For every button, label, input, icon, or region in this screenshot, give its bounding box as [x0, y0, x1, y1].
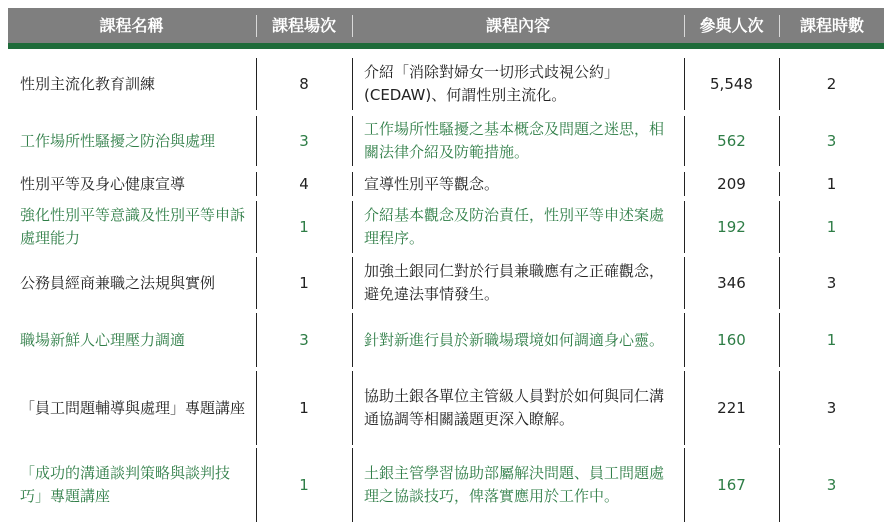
- cell-sessions: [256, 116, 352, 166]
- column-divider: [256, 371, 257, 445]
- cell-course-name-text: 「員工問題輔導與處理」專題講座: [20, 398, 246, 417]
- column-divider: [352, 313, 353, 367]
- column-divider: [352, 371, 353, 445]
- cell-content-text: 協助土銀各單位主管級人員對於如何與同仁溝通協調等相關議題更深入瞭解。: [364, 387, 665, 428]
- cell-participants: [684, 116, 779, 166]
- cell-participants-text: 562: [717, 131, 746, 150]
- cell-course-name: [8, 257, 255, 309]
- cell-content-text: 針對新進行員於新職場環境如何調適身心靈。: [364, 330, 665, 349]
- cell-course-name: [8, 448, 255, 522]
- cell-participants-text: 160: [717, 330, 746, 349]
- cell-sessions: [256, 257, 352, 309]
- cell-course-name-text: 職場新鮮人心理壓力調適: [20, 330, 186, 349]
- cell-course-name-text: 性別主流化教育訓練: [20, 74, 156, 93]
- cell-participants-text: 167: [717, 475, 746, 494]
- cell-participants: [684, 448, 779, 522]
- cell-sessions: [256, 313, 352, 367]
- cell-sessions: [256, 448, 352, 522]
- cell-sessions-text: 1: [299, 273, 309, 292]
- header-content: 課程內容: [485, 16, 550, 35]
- cell-participants-text: 221: [717, 398, 746, 417]
- cell-hours: [779, 448, 884, 522]
- table-row: [8, 448, 884, 522]
- column-divider: [352, 172, 353, 196]
- cell-course-name: [8, 172, 255, 196]
- cell-course-name-text: 「成功的溝通談判策略與談判技巧」專題講座: [20, 464, 231, 505]
- table-row: [8, 58, 884, 110]
- column-divider: [779, 257, 780, 309]
- course-table: [8, 8, 884, 505]
- column-divider: [684, 172, 685, 196]
- cell-content-text: 宣導性別平等觀念。: [364, 174, 500, 193]
- column-divider: [684, 371, 685, 445]
- cell-participants: [684, 257, 779, 309]
- cell-content: [352, 371, 684, 445]
- column-divider: [779, 116, 780, 166]
- cell-course-name: [8, 313, 255, 367]
- column-divider: [256, 58, 257, 110]
- cell-course-name: [8, 371, 255, 445]
- column-divider: [352, 448, 353, 522]
- column-divider: [352, 201, 353, 253]
- column-divider: [256, 116, 257, 166]
- cell-content: [352, 313, 684, 367]
- cell-content: [352, 448, 684, 522]
- column-divider: [256, 257, 257, 309]
- cell-sessions-text: 3: [299, 131, 309, 150]
- column-divider: [256, 172, 257, 196]
- cell-hours: [779, 116, 884, 166]
- column-divider: [256, 313, 257, 367]
- column-divider: [779, 313, 780, 367]
- header-participants: 參與人次: [699, 16, 764, 35]
- table-row: [8, 257, 884, 309]
- cell-content: [352, 172, 684, 196]
- cell-hours: [779, 172, 884, 196]
- cell-participants-text: 209: [717, 174, 746, 193]
- cell-hours-text: 1: [826, 174, 837, 193]
- cell-content-text: 土銀主管學習協助部屬解決問題、員工問題處理之協談技巧，俾落實應用於工作中。: [364, 464, 665, 505]
- cell-content: [352, 201, 684, 253]
- cell-content-text: 介紹「消除對婦女一切形式歧視公約」(CEDAW)、何謂性別主流化。: [364, 63, 620, 104]
- column-divider: [779, 58, 780, 110]
- cell-course-name-text: 性別平等及身心健康宣導: [20, 174, 186, 193]
- cell-sessions-text: 1: [299, 398, 309, 417]
- table-row: [8, 116, 884, 166]
- table-header: [8, 8, 884, 43]
- cell-course-name: [8, 58, 255, 110]
- table-row: [8, 172, 884, 196]
- cell-hours: [779, 201, 884, 253]
- cell-content: [352, 58, 684, 110]
- table-row: [8, 201, 884, 253]
- column-divider: [779, 201, 780, 253]
- column-divider: [256, 448, 257, 522]
- cell-course-name-text: 公務員經商兼職之法規與實例: [20, 273, 216, 292]
- column-divider: [684, 58, 685, 110]
- cell-hours-text: 3: [826, 398, 837, 417]
- cell-hours-text: 1: [826, 217, 837, 236]
- header-accent-bar: [8, 43, 884, 49]
- cell-course-name-text: 工作場所性騷擾之防治與處理: [20, 131, 216, 150]
- column-divider: [684, 448, 685, 522]
- cell-sessions-text: 1: [299, 475, 309, 494]
- table-row: [8, 371, 884, 445]
- column-divider: [352, 257, 353, 309]
- header-course-name: 課程名稱: [99, 16, 164, 35]
- cell-participants: [684, 201, 779, 253]
- cell-hours: [779, 58, 884, 110]
- cell-sessions-text: 3: [299, 330, 309, 349]
- cell-participants: [684, 371, 779, 445]
- column-divider: [256, 201, 257, 253]
- cell-sessions: [256, 58, 352, 110]
- cell-sessions: [256, 172, 352, 196]
- cell-sessions-text: 4: [299, 174, 309, 193]
- cell-participants: [684, 58, 779, 110]
- header-hours: 課程時數: [799, 16, 864, 35]
- column-divider: [779, 172, 780, 196]
- column-divider: [779, 371, 780, 445]
- cell-hours-text: 1: [826, 330, 837, 349]
- cell-hours: [779, 313, 884, 367]
- column-divider: [684, 116, 685, 166]
- cell-content-text: 工作場所性騷擾之基本概念及問題之迷思，相關法律介紹及防範措施。: [364, 120, 665, 161]
- cell-content: [352, 257, 684, 309]
- cell-content-text: 加強土銀同仁對於行員兼職應有之正確觀念，避免違法事情發生。: [364, 262, 665, 303]
- column-divider: [779, 448, 780, 522]
- column-divider: [684, 201, 685, 253]
- column-divider: [684, 313, 685, 367]
- cell-sessions-text: 8: [299, 74, 309, 93]
- cell-participants: [684, 172, 779, 196]
- cell-hours-text: 3: [826, 273, 837, 292]
- cell-hours-text: 3: [826, 475, 837, 494]
- cell-course-name: [8, 116, 255, 166]
- cell-participants-text: 346: [717, 273, 746, 292]
- cell-sessions: [256, 201, 352, 253]
- cell-course-name: [8, 201, 255, 253]
- header-sessions: 課程場次: [271, 16, 336, 35]
- cell-hours: [779, 371, 884, 445]
- cell-participants-text: 5,548: [710, 74, 753, 93]
- column-divider: [352, 116, 353, 166]
- cell-participants-text: 192: [717, 217, 746, 236]
- column-divider: [352, 58, 353, 110]
- cell-hours: [779, 257, 884, 309]
- cell-hours-text: 3: [826, 131, 837, 150]
- cell-content-text: 介紹基本觀念及防治責任，性別平等申述案處理程序。: [364, 206, 665, 247]
- cell-content: [352, 116, 684, 166]
- cell-sessions-text: 1: [299, 217, 309, 236]
- cell-hours-text: 2: [826, 74, 837, 93]
- cell-sessions: [256, 371, 352, 445]
- cell-participants: [684, 313, 779, 367]
- column-divider: [684, 257, 685, 309]
- table-row: [8, 313, 884, 367]
- cell-course-name-text: 強化性別平等意識及性別平等申訴處理能力: [20, 206, 246, 247]
